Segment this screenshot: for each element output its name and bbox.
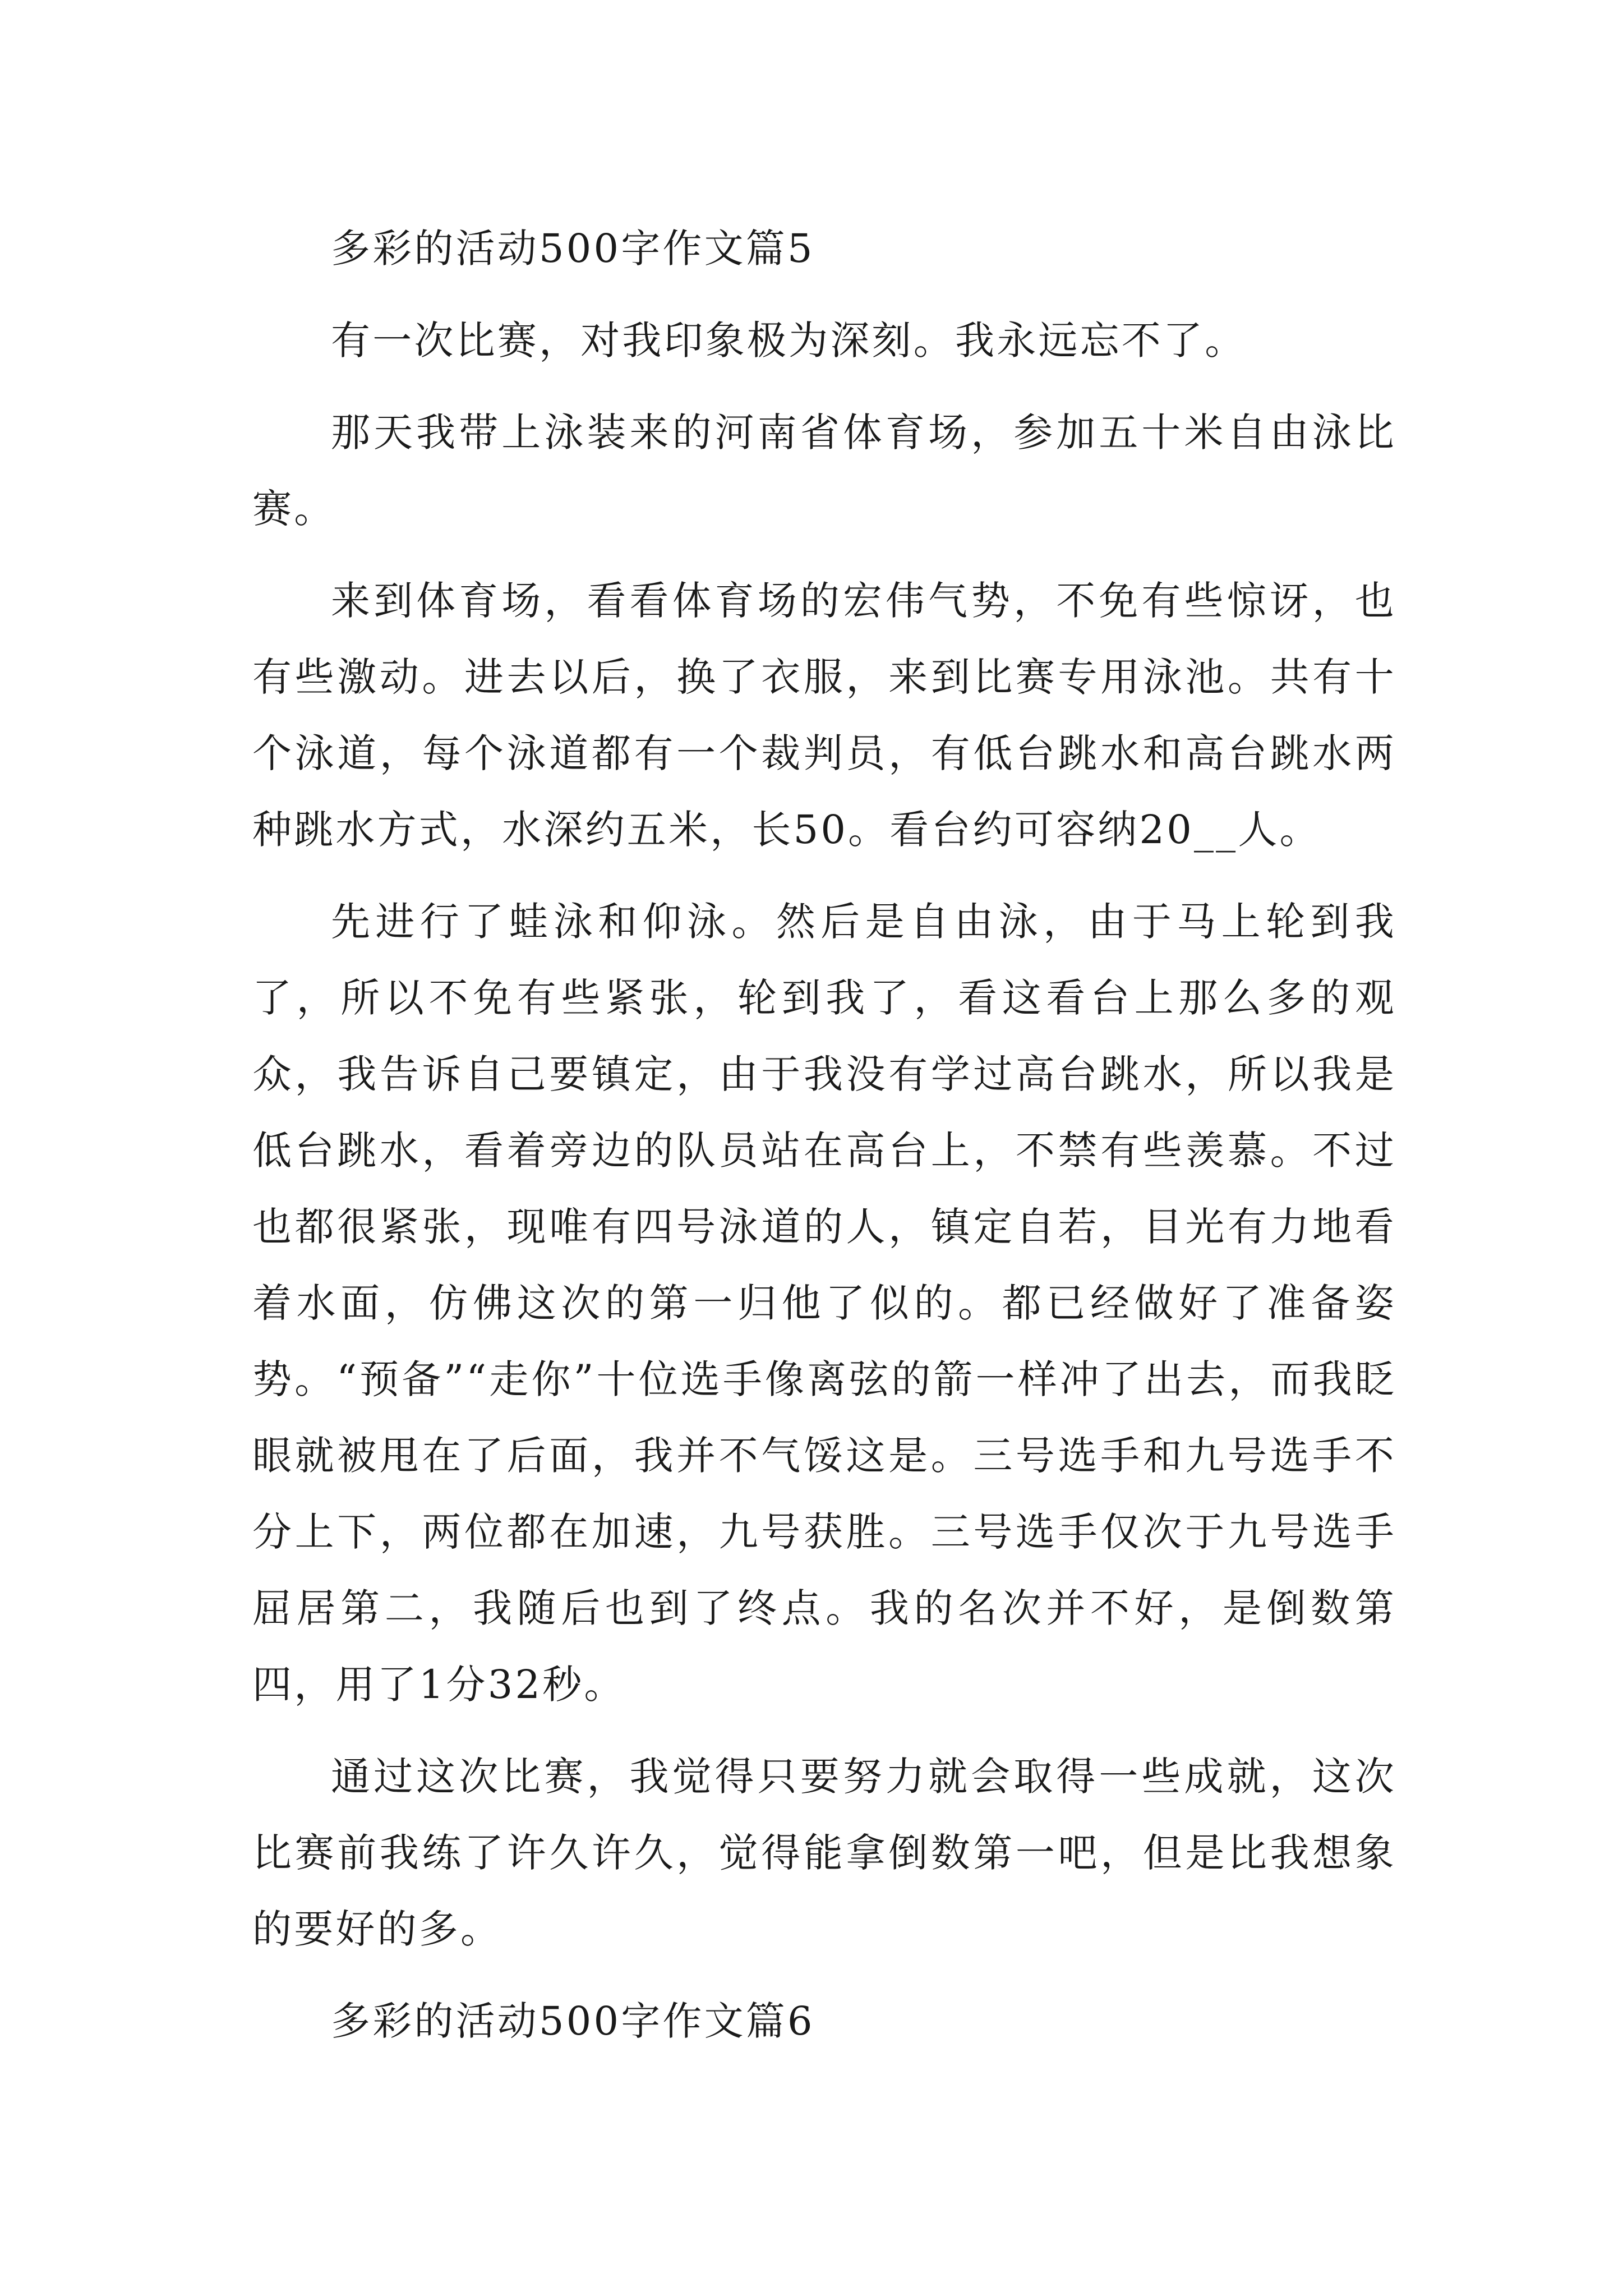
document-body — [252, 210, 1396, 2075]
section-heading-5: 多彩的活动500字作文篇5 — [331, 226, 815, 272]
paragraph: 来到体育场，看看体育场的宏伟气势，不免有些惊讶，也有些激动。进去以后，换了衣服，来到比赛专用泳池。共有十个泳道，每个泳道都有一个裁判员，有低台跳水和高台跳水两种跳水方式，水深约五米，长50。看台约可容纳20__人。 — [252, 578, 1396, 853]
paragraph: 先进行了蛙泳和仰泳。然后是自由泳，由于马上轮到我了，所以不免有些紧张，轮到我了，看这看台上那么多的观众，我告诉自己要镇定，由于我没有学过高台跳水，所以我是低台跳水，看着旁边的队员站在高台上，不禁有些羡慕。不过也都很紧张，现唯有四号泳道的人，镇定自若，目光有力地看着水面，仿佛这次的第一归他了似的。都已经做好了准备姿势。“预备”“走你”十位选手像离弦的箭一样冲了出去，而我眨眼就被甩在了后面，我并不气馁这是。三号选手和九号选手不分上下，两位都在加速，九号获胜。三号选手仅次于九号选手屈居第二，我随后也到了终点。我的名次并不好，是倒数第四，用了1分32秒。 — [252, 899, 1396, 1708]
paragraph: 有一次比赛，对我印象极为深刻。我永远忘不了。 — [331, 318, 1247, 364]
section-heading-6: 多彩的活动500字作文篇6 — [331, 1998, 815, 2044]
paragraph: 那天我带上泳装来的河南省体育场，参加五十米自由泳比赛。 — [252, 409, 1396, 532]
paragraph: 通过这次比赛，我觉得只要努力就会取得一些成就，这次比赛前我练了许久许久，觉得能拿倒数第一吧，但是比我想象的要好的多。 — [252, 1754, 1396, 1952]
